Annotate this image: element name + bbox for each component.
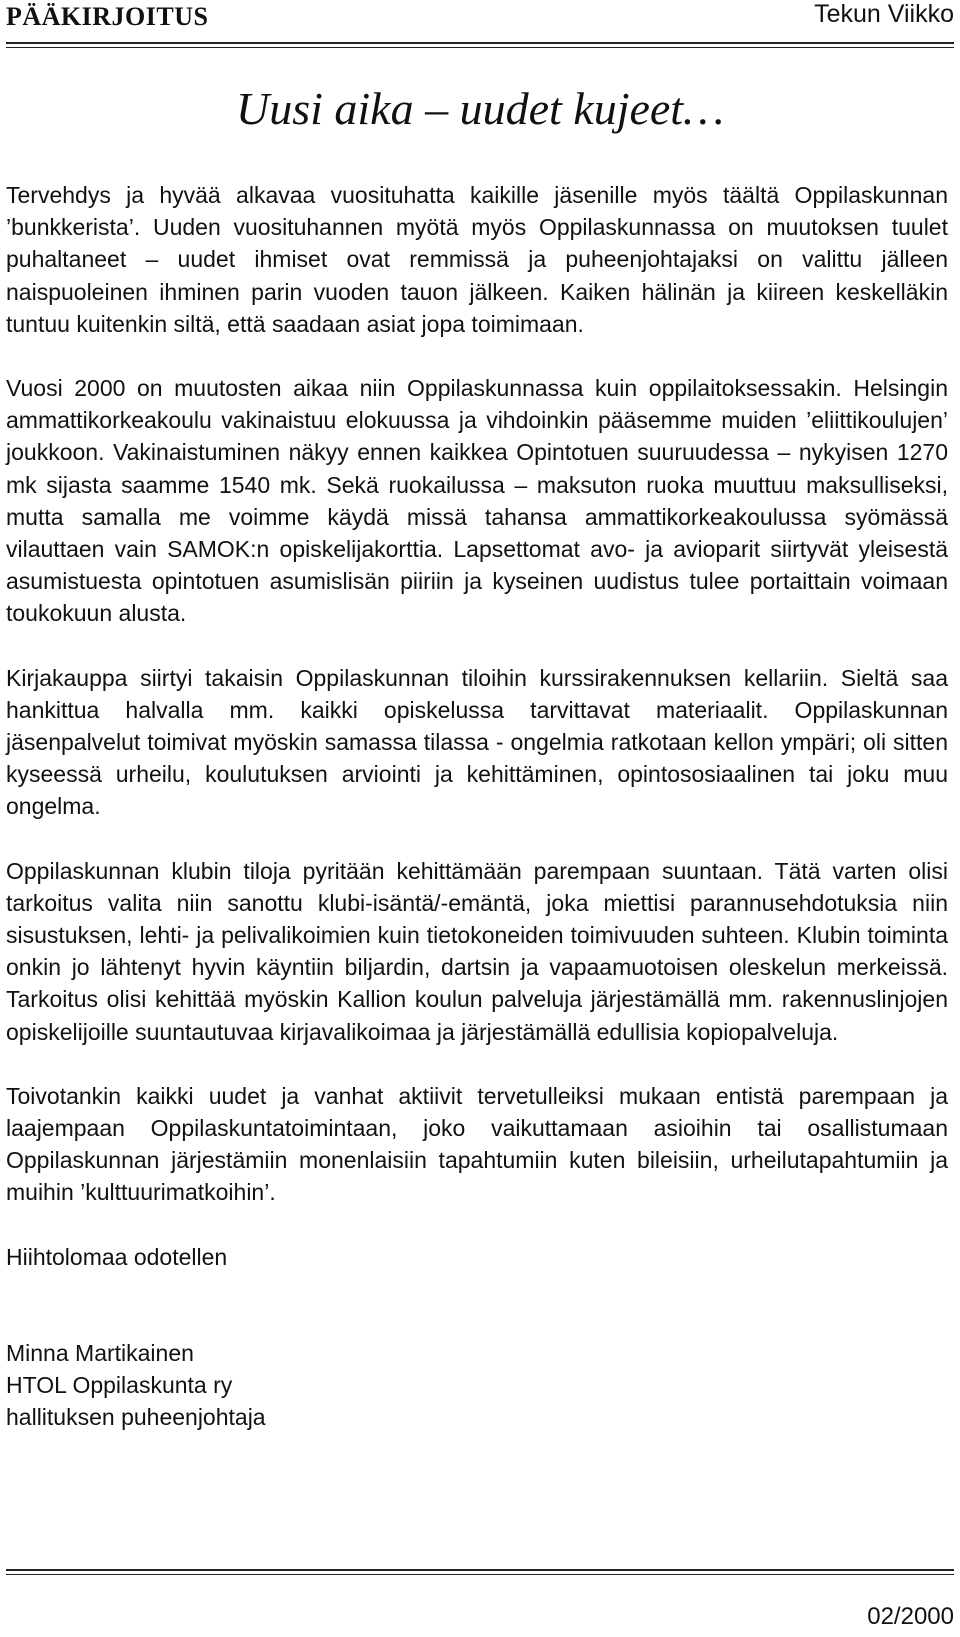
publication-name: Tekun Viikko — [814, 0, 954, 28]
closing-line: Hiihtolomaa odotellen — [6, 1243, 228, 1270]
page-header — [6, 0, 954, 36]
signature-block — [6, 1337, 948, 1434]
header-divider — [6, 42, 954, 48]
signature-organization: HTOL Oppilaskunta ry — [6, 1372, 233, 1399]
section-label: PÄÄKIRJOITUS — [6, 2, 209, 31]
article-title: Uusi aika – uudet kujeet… — [235, 83, 724, 134]
paragraph-welcome: Toivotankin kaikki uudet ja vanhat aktiivit tervetulleiksi mukaan entistä parempaan ja laajempaan Oppilaskuntatoimintaan, joko vaikuttamaan asioihin tai osallistumaan Oppilaskunnan järjestämiin monenlaisiin tapahtumiin kuten bileisiin, urheilutapahtumiin ja muihin ’kulttuurimatkoihin’. — [6, 1082, 948, 1206]
signature-name: Minna Martikainen — [6, 1339, 194, 1366]
paragraph-club: Oppilaskunnan klubin tiloja pyritään kehittämään parempaan suuntaan. Tätä varten olisi tarkoitus valita niin sanottu klubi-isäntä/-emäntä, joka miettisi parannusehdotuksia niin sisustuksen, lehti- ja pelivalikoimien kuin tietokoneiden toimivuuden suhteen. Klubin toiminta onkin jo lähtenyt hyvin käyntiin biljardin, dartsin ja vapaamuotoisen oleskelun merkeissä. Tarkoitus olisi kehittää myöskin Kallion koulun palveluja järjestämällä mm. rakennuslinjojen opiskelijoille suuntautuvaa kirjavalikoimaa ja järjestämällä edullisia kopiopalveluja. — [6, 857, 948, 1045]
signature-role: hallituksen puheenjohtaja — [6, 1404, 266, 1431]
footer-divider — [6, 1569, 954, 1575]
paragraph-bookstore: Kirjakauppa siirtyi takaisin Oppilaskunnan tiloihin kurssirakennuksen kellariin. Sieltä saa hankittua halvalla mm. kaikki opiskelussa tarvittavat materiaalit. Oppilaskunnan jäsenpalvelut toimivat myöskin samassa tilassa - ongelmia ratkotaan kellon ympäri; oli sitten kyseessä urheilu, koulutuksen arviointi ja kehittäminen, opintososiaalinen tai joku muu ongelma. — [6, 664, 948, 820]
issue-number: 02/2000 — [867, 1603, 954, 1630]
paragraph-year-2000: Vuosi 2000 on muutosten aikaa niin Oppilaskunnassa kuin oppilaitoksessakin. Helsingin ammattikorkeakoulu vakinaistuu elokuussa ja vihdoinkin pääsemme muiden ’eliittikoulujen’ joukkoon. Vakinaistuminen näkyy ennen kaikkea Opintotuen suuruudessa – nykyisen 1270 mk sijasta saamme 1540 mk. Sekä ruokailussa – maksuton ruoka muuttuu maksulliseksi, mutta samalla me voimme käydä missä tahansa ammattikorkeakoulussa syömässä vilauttaen vain SAMOK:n opiskelijakorttia. Lapsettomat avo- ja avioparit siirtyvät yleisestä asumistuesta opintotuen asumislisän piiriin ja kyseinen uudistus tulee portaittain voimaan toukokuun alusta. — [6, 375, 948, 627]
article-body — [6, 179, 948, 1434]
paragraph-greeting: Tervehdys ja hyvää alkavaa vuosituhatta kaikille jäsenille myös täältä Oppilaskunnan ’bunkkerista’. Uuden vuosituhannen myötä myös Oppilaskunnassa on muutoksen tuulet puhaltaneet – uudet ihmiset ovat remmissä ja puheenjohtajaksi on valittu jälleen naispuoleinen ihminen parin vuoden tauon jälkeen. Kaiken hälinän ja kiireen keskelläkin tuntuu kuitenkin siltä, että saadaan asiat jopa toimimaan. — [6, 182, 948, 337]
